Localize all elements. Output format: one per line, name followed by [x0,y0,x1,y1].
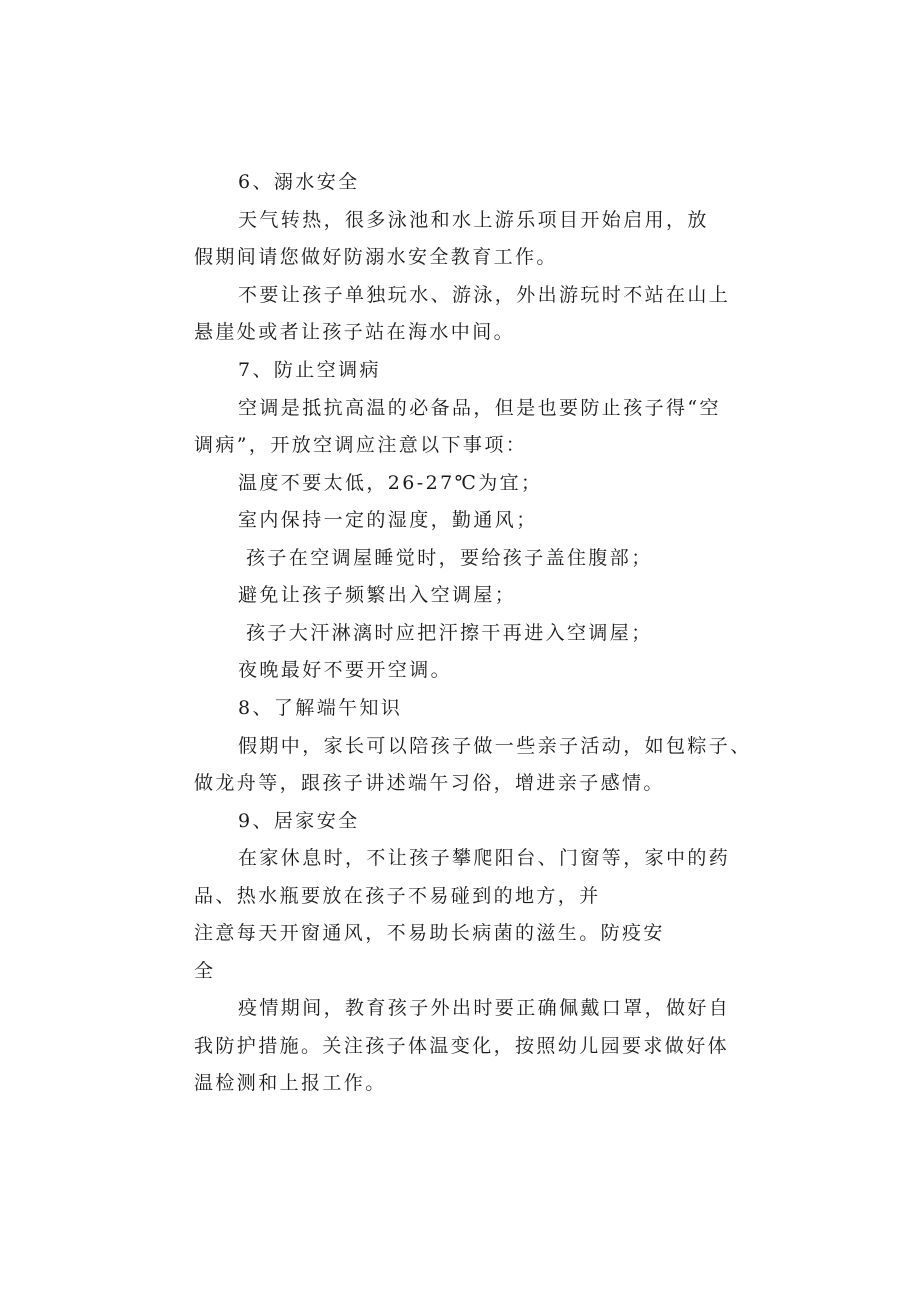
paragraph-line: 假期间请您做好防溺水安全教育工作。 [194,246,558,268]
heading-air-conditioning: 7、防止空调病 [238,359,381,381]
list-item: 温度不要太低，26-27℃为宜； [238,472,543,494]
paragraph-line: 品、热水瓶要放在孩子不易碰到的地方，并 [194,885,601,907]
list-item: 避免让孩子频繁出入空调屋； [238,584,517,606]
list-item: 孩子在空调屋睡觉时，要给孩子盖住腹部； [246,547,653,569]
heading-home-safety: 9、居家安全 [238,810,360,832]
paragraph-line: 温检测和上报工作。 [194,1072,387,1094]
heading-dragon-boat: 8、了解端午知识 [238,697,403,719]
paragraph-line: 我防护措施。关注孩子体温变化，按照幼儿园要求做好体 [194,1035,730,1057]
list-item: 夜晚最好不要开空调。 [238,659,453,681]
paragraph-line: 悬崖处或者让孩子站在海水中间。 [194,321,516,343]
paragraph-line: 注意每天开窗通风，不易助长病菌的滋生。防疫安 [194,922,665,944]
heading-drowning-safety: 6、溺水安全 [238,171,360,193]
paragraph-line: 假期中，家长可以陪孩子做一些亲子活动，如包粽子、 [238,735,752,757]
paragraph-line: 空调是抵抗高温的必备品，但是也要防止孩子得“空 [238,397,721,419]
paragraph-line: 调病”，开放空调应注意以下事项： [194,434,528,456]
list-item: 室内保持一定的湿度，勤通风； [238,509,538,531]
paragraph-line: 天气转热，很多泳池和水上游乐项目开始启用，放 [238,209,709,231]
paragraph-line: 疫情期间，教育孩子外出时要正确佩戴口罩，做好自 [238,997,731,1019]
paragraph-line: 不要让孩子单独玩水、游泳，外出游玩时不站在山上 [238,284,731,306]
paragraph-line: 做龙舟等，跟孩子讲述端午习俗，增进亲子感情。 [194,772,665,794]
paragraph-line: 全 [194,960,216,982]
paragraph-line: 在家休息时，不让孩子攀爬阳台、门窗等，家中的药 [238,847,731,869]
list-item: 孩子大汗淋漓时应把汗擦干再进入空调屋； [246,622,653,644]
